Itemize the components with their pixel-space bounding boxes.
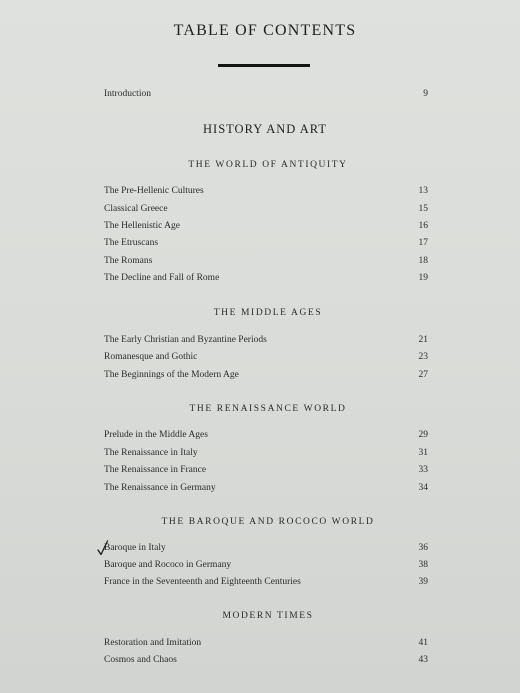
toc-entry-label: Introduction bbox=[104, 89, 151, 99]
toc-entry-label: Classical Greece bbox=[104, 204, 168, 214]
toc-entry-page: 21 bbox=[418, 335, 428, 345]
toc-entry-page: 17 bbox=[418, 238, 428, 248]
toc-entry-label: Restoration and Imitation bbox=[104, 638, 202, 648]
toc-entry bbox=[104, 335, 428, 348]
toc-entry-page: 38 bbox=[418, 560, 428, 570]
toc-entry-page: 15 bbox=[418, 204, 428, 214]
toc-entry bbox=[104, 543, 428, 556]
toc-entry-page: 34 bbox=[418, 483, 428, 493]
section-heading: THE MIDDLE AGES bbox=[213, 308, 323, 318]
toc-entry-label: The Decline and Fall of Rome bbox=[104, 273, 220, 283]
toc-entry bbox=[104, 483, 428, 496]
toc-entry-page: 16 bbox=[418, 221, 428, 231]
toc-entry bbox=[104, 204, 428, 217]
section-heading: THE WORLD OF ANTIQUITY bbox=[188, 160, 348, 170]
toc-entry-label: The Renaissance in France bbox=[104, 465, 207, 475]
toc-entry-page: 36 bbox=[418, 543, 428, 553]
toc-entry bbox=[104, 238, 428, 251]
toc-entry bbox=[104, 273, 428, 286]
toc-entry bbox=[104, 256, 428, 269]
toc-entry-page: 23 bbox=[418, 352, 428, 362]
toc-entry-page: 9 bbox=[423, 89, 428, 99]
toc-entry-page: 27 bbox=[418, 370, 428, 380]
section-heading: MODERN TIMES bbox=[222, 611, 314, 621]
toc-entry-page: 18 bbox=[418, 256, 428, 266]
toc-entry-label: The Hellenistic Age bbox=[104, 221, 180, 231]
section-heading: THE RENAISSANCE WORLD bbox=[189, 404, 347, 414]
toc-entry-page: 41 bbox=[418, 638, 428, 648]
toc-entry bbox=[104, 221, 428, 234]
toc-entry-label: France in the Seventeenth and Eighteenth Centuries bbox=[104, 577, 301, 587]
toc-entry-label: The Renaissance in Italy bbox=[104, 448, 198, 458]
page-title: TABLE OF CONTENTS bbox=[173, 22, 357, 39]
toc-entry-page: 33 bbox=[418, 465, 428, 475]
toc-entry-page: 19 bbox=[418, 273, 428, 283]
toc-entry-page: 39 bbox=[418, 577, 428, 587]
toc-entry-page: 43 bbox=[418, 655, 428, 665]
toc-entry bbox=[104, 560, 428, 573]
toc-entry-page: 31 bbox=[418, 448, 428, 458]
toc-entry bbox=[104, 186, 428, 199]
toc-entry-label: Baroque in Italy bbox=[104, 543, 166, 553]
toc-entry-page: 13 bbox=[418, 186, 428, 196]
toc-entry-label: The Beginnings of the Modern Age bbox=[104, 370, 239, 380]
section-heading: THE BAROQUE AND ROCOCO WORLD bbox=[161, 517, 375, 527]
toc-entry-label: Cosmos and Chaos bbox=[104, 655, 177, 665]
toc-entry-label: Prelude in the Middle Ages bbox=[104, 430, 208, 440]
toc-entry-label: The Pre-Hellenic Cultures bbox=[104, 186, 204, 196]
toc-entry bbox=[104, 638, 428, 651]
toc-entry-introduction bbox=[104, 89, 428, 102]
toc-entry bbox=[104, 448, 428, 461]
part-heading: HISTORY AND ART bbox=[203, 122, 327, 136]
toc-entry bbox=[104, 352, 428, 365]
toc-entry bbox=[104, 465, 428, 478]
toc-entry-label: The Etruscans bbox=[104, 238, 159, 248]
toc-entry bbox=[104, 370, 428, 383]
toc-entry-label: The Renaissance in Germany bbox=[104, 483, 216, 493]
toc-entry bbox=[104, 430, 428, 443]
toc-entry bbox=[104, 655, 428, 668]
toc-entry bbox=[104, 577, 428, 590]
toc-entry-label: Romanesque and Gothic bbox=[104, 352, 198, 362]
title-underline bbox=[218, 64, 310, 67]
toc-entry-label: Baroque and Rococo in Germany bbox=[104, 560, 232, 570]
toc-entry-label: The Early Christian and Byzantine Periods bbox=[104, 335, 267, 345]
toc-entry-page: 29 bbox=[418, 430, 428, 440]
toc-entry-label: The Romans bbox=[104, 256, 153, 266]
